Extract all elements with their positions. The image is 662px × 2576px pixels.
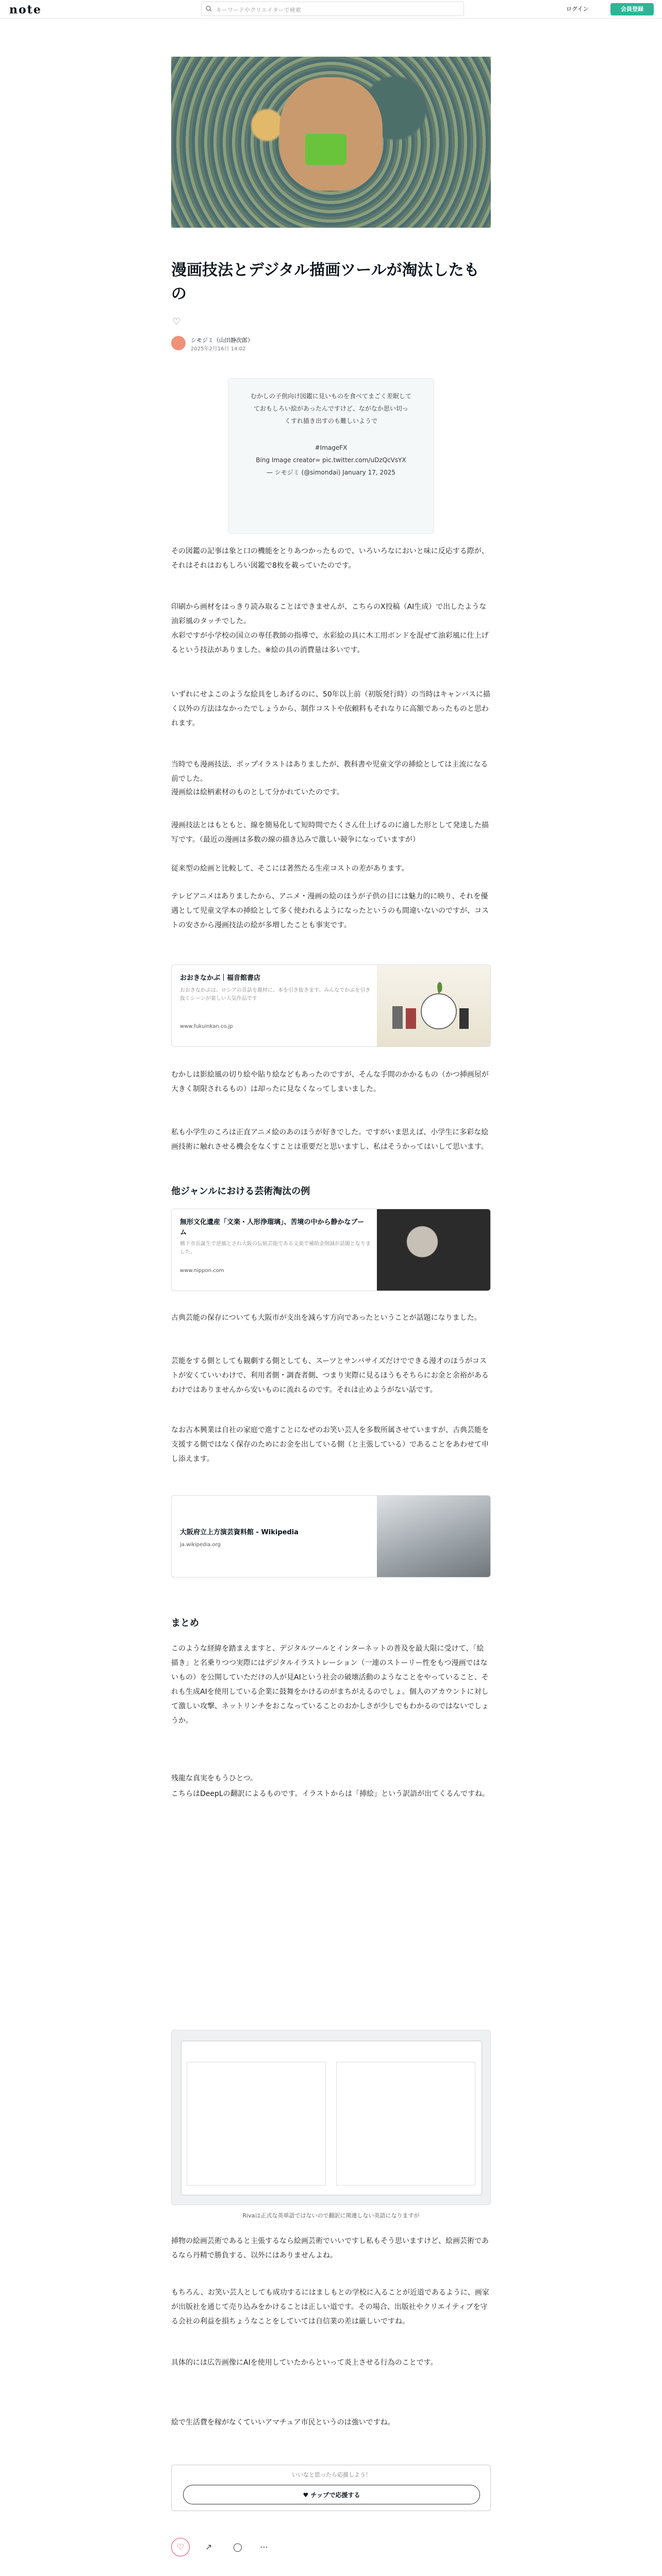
article-column [171, 19, 491, 2576]
search-input[interactable] [201, 2, 464, 16]
login-link[interactable]: ログイン [566, 6, 589, 12]
paragraph: このような経緯を踏まえますと、デジタルツールとインターネットの普及を最大限に受けて、「絵描き」と名乗りつつ実際にはデジタルイラストレーション（一連のストーリー性をもつ漫画ではないもの）を公開していただけの人が見AIという社会の破壊活動のようなことをやっていること、それも生成AIを使用している企業に鼓舞をかけるのがまちがえるのでしょ。個人のアカウントに対して激しい攻撃、ネットリンチをおこなっていることのおかしさが少しでもわかるのではないでしょうか。 [171, 1645, 489, 1725]
tweet-attribution[interactable]: — シモジミ (@simondai) January 17, 2025 [266, 469, 396, 476]
paragraph: むかしは影絵風の切り絵や貼り絵などもあったのですが、そんな手間のかかるもの（かつ挿画屋が大きく制限されるもの）は却ったに見なくなってしまいました。 [171, 1071, 489, 1093]
storybook-illustration [377, 965, 490, 1046]
like-button[interactable]: ♡ [171, 2538, 190, 2556]
section-heading: まとめ [171, 1618, 199, 1629]
action-bar [171, 2538, 491, 2558]
hero-image [171, 57, 491, 228]
card-url: www.nippon.com [180, 1268, 224, 1274]
card-title: 無形文化遺産「文楽・人形浄瑠璃」、苦境の中から静かなブーム [180, 1218, 365, 1236]
more-icon[interactable]: ⋯ [260, 2542, 268, 2552]
author-row [171, 335, 491, 355]
search-icon [206, 6, 212, 12]
signup-button[interactable]: 会員登録 [610, 3, 654, 15]
post-date: 2025年2月16日 14:02 [191, 346, 246, 352]
deepl-window [181, 2041, 482, 2195]
author-name[interactable]: シモジミ（山田静次郎） [191, 337, 253, 344]
paragraph: 印刷から画材をはっきり読み取ることはできませんが、こちらのX投稿（AI生成）で出したような油彩風のタッチでした。 [171, 603, 487, 625]
tweet-line: ておもしろい絵があったんですけど、ながなか思い切っ [254, 405, 408, 412]
card-thumbnail [377, 1496, 490, 1577]
paragraph: 当時でも漫画技法、ポップイラストはありましたが、教科書や児童文学の挿絵としては主流になる前でした。 [171, 760, 488, 783]
paragraph: 私も小学生のころは正直アニメ絵のあのほうが好きでした。ですがいま思えば、小学生に多彩な絵画技術に触れさせる機会をなくすことは重要だと思いますし、私はそうかってはいして思います。 [171, 1128, 489, 1151]
paragraph: いずれにせよこのような絵具をしあげるのに、50年以上前（初版発行時）の当時はキャンバスに描く以外の方法はなかったでしょうから、制作コストや依頼料もそれなりに高額であったものと思われます。 [171, 690, 490, 727]
paragraph: こちらはDeepLの翻訳によるものです。イラストからは「挿絵」という訳語が出てくるんですね。 [171, 1790, 490, 1798]
paragraph: テレビアニメはありましたから、アニメ・漫画の絵のほうが子供の目には魅力的に映り、それを優遇として児童文学本の挿絵として多く使われるようになったというのも間違いないのですが、コストの安さから漫画技法の絵が多増したことも事実です。 [171, 892, 489, 929]
article-title: 漫画技法とデジタル描画ツールが淘汰したもの [171, 261, 479, 303]
link-card[interactable] [171, 964, 491, 1047]
paragraph: 具体的には広告画像にAIを使用していたからといって炎上させる行為のことです。 [171, 2359, 438, 2367]
share-icon[interactable]: ↗ [205, 2542, 212, 2552]
link-card[interactable] [171, 1209, 491, 1291]
card-desc: おおきなかぶは、ロシアの昔話を題材に、本を引き抜きます。みんなでかぶを引き抜くシーンが楽しい人気作品です [180, 988, 371, 1002]
paragraph: もちろん、お笑い芸人としても成功するにはましもとの学校に入ることが近道であるように、画家が出版社を通じて売り込みをかけることは正しい道です。その場合、出版社やクリエイティブを守る会社の利益を損ちょうなことをしていては自信業の差は厳しいですね。 [171, 2289, 489, 2326]
tip-button-label: チップで応援する [310, 2492, 360, 2499]
card-thumbnail [377, 965, 490, 1046]
paragraph: 残龍な真実をもうひとつ。 [171, 1774, 258, 1783]
link-card[interactable] [171, 1495, 491, 1578]
support-box [171, 2465, 491, 2511]
tweet-hashtag[interactable]: #ImageFX [315, 444, 347, 451]
paragraph: 絵で生活費を稼がなくていいアマチュア市民というのは強いですね。 [171, 2418, 395, 2427]
search-placeholder: キーワードやクリエイターで検索 [216, 7, 301, 13]
tweet-link[interactable]: Bing Image creator= pic.twitter.com/uDzQcVsYX [256, 456, 406, 464]
paragraph: 水彩ですが小学校の国立の専任教師の指導で、水彩絵の具に木工用ボンドを混ぜて油彩風に仕上げるという技法がありました。※絵の具の消費量は多いです。 [171, 632, 489, 654]
paragraph: 挿物の絵画芸術であると主張するなら絵画芸術でいいですし私もそう思いますけど、絵画芸術であるなら丹精で勝負する、以外にはありませんよね。 [171, 2237, 489, 2260]
target-pane [336, 2062, 475, 2185]
hero-green-object [305, 134, 346, 165]
card-thumbnail [377, 1209, 490, 1291]
author-avatar[interactable] [171, 336, 186, 350]
image-caption: Rivaは正式な英単語ではないので翻訳に関連しない英語になりますが [242, 2212, 420, 2219]
deepl-screenshot [171, 2030, 491, 2205]
tweet-line: むかしの子供向け図鑑に見いものを食べてまごく差眠して [250, 393, 411, 400]
card-url: ja.wikipedia.org [180, 1542, 221, 1548]
card-url: www.fukuinkan.co.jp [180, 1024, 233, 1029]
paragraph: 漫画技法とはもともと、線を簡易化して短時間でたくさん仕上げるのに適した形として発達した描写です。（最近の漫画は多数の線の描き込みで激しい競争になっていますが） [171, 821, 489, 844]
section-heading: 他ジャンルにおける芸術淘汰の例 [171, 1186, 310, 1197]
tip-icon: ♥ [303, 2492, 311, 2499]
like-icon-top[interactable]: ♡ [172, 316, 181, 327]
card-title: おおきなかぶ｜福音館書店 [180, 974, 261, 982]
note-logo[interactable]: note [9, 3, 42, 16]
paragraph: 従来型の絵画と比較して、そこには著然たる生産コストの差があります。 [171, 865, 409, 873]
paragraph: その図鑑の記事は象と口の機能をとりあつかったもので、いろいろなにおいと味に反応する際が、それはそれはおもしろい図鑑で8枚を載っていたのです。 [171, 547, 489, 570]
site-header [0, 0, 662, 19]
support-label: いいなと思ったら応援しよう！ [292, 2471, 371, 2478]
card-title: 大阪府立上方演芸資料館 - Wikipedia [180, 1529, 299, 1536]
paragraph: 漫画絵は絵柄素材のものとして分かれていたのです。 [171, 788, 344, 796]
tip-button[interactable] [183, 2485, 480, 2504]
paragraph: 古典芸能の保存についても大阪市が支出を減らす方向であったということが話題になりました。 [171, 1314, 482, 1322]
comment-icon[interactable]: ◯ [233, 2542, 242, 2552]
paragraph: なお古本興業は自社の家庭で進すことになぜのお笑い芸人を多数所属させていますが、古典芸能を支援する側ではなく保存のためにお金を出している側（と主張している）であることをあわせて申し添えます。 [171, 1426, 489, 1463]
card-desc: 橋下市長誕生で逆風とされ大阪の伝統芸能である文楽で補助金削減が話題となりました。 [180, 1241, 371, 1255]
paragraph: 芸能をする側としても観劇する側としても、スーツとサンバサイズだけでできる漫才のほうがコストが安くていいわけで、利用者側・調査者側、つまり実際に見るほうもそちらにお金と余裕があるわけではありませんから安いものに流れるのです。それは止めようがない話です。 [171, 1357, 489, 1394]
embedded-tweet[interactable] [228, 378, 434, 534]
source-pane [187, 2062, 326, 2185]
tweet-line: くすれ描き出すのも難しいようで [284, 417, 377, 425]
